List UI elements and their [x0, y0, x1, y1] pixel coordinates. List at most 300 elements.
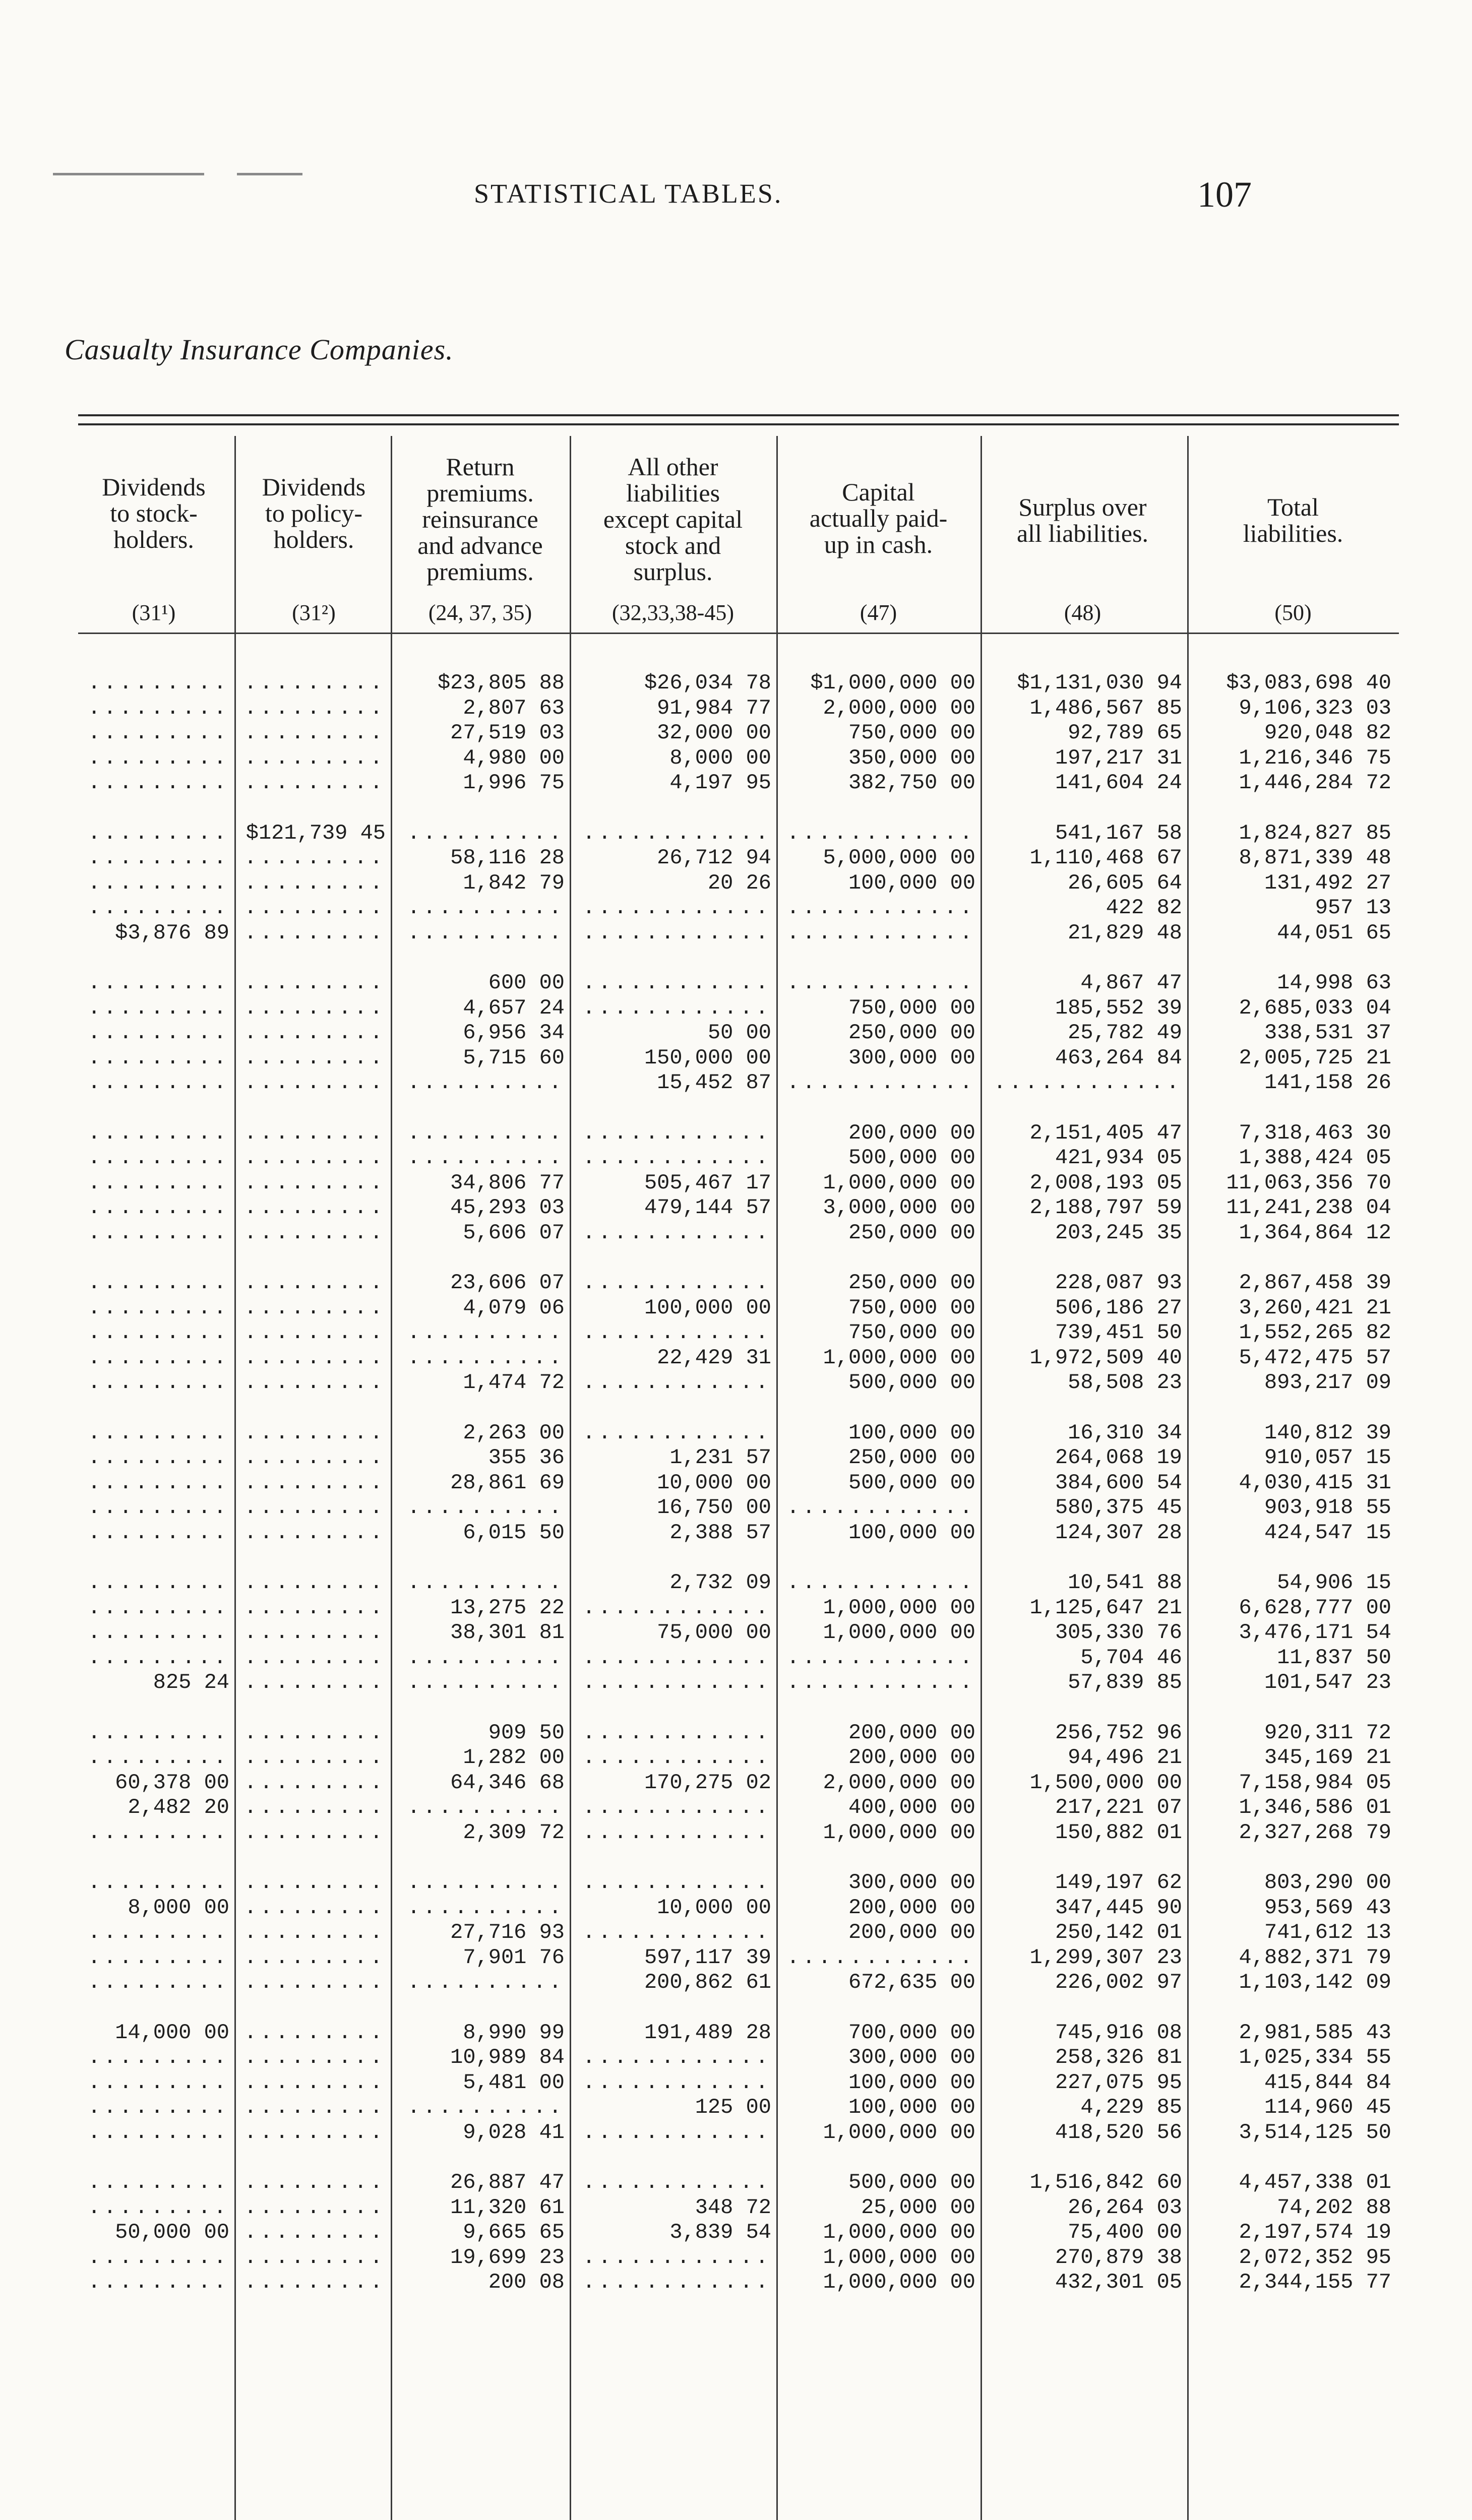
- table-cell: 300,000 00: [848, 1045, 975, 1070]
- leader-dots: .........: [244, 1570, 386, 1595]
- column-header-dividends-stockholders: Dividends to stock- holders.: [102, 473, 206, 553]
- leader-dots: .........: [244, 1720, 386, 1745]
- column-ref: (24, 37, 35): [428, 600, 532, 625]
- page-header: [0, 174, 1472, 219]
- leader-dots: .........: [88, 1620, 229, 1645]
- leader-dots: .........: [244, 1120, 386, 1145]
- table-cell: 382,750 00: [848, 771, 975, 795]
- leader-dots: .........: [88, 1045, 229, 1070]
- table-cell: 500,000 00: [848, 1370, 975, 1395]
- table-row: [0, 1620, 1472, 1645]
- leader-dots: .........: [244, 2220, 386, 2244]
- table-cell: 6,956 34: [463, 1021, 565, 1045]
- table-cell: 1,000,000 00: [823, 1820, 975, 1845]
- table-cell: 597,117 39: [644, 1945, 771, 1970]
- table-cell: 750,000 00: [848, 1320, 975, 1345]
- leader-dots: .........: [244, 1645, 386, 1670]
- table-cell: 580,375 45: [1055, 1495, 1182, 1520]
- leader-dots: ............: [786, 896, 975, 920]
- table-cell: 2,151,405 47: [1029, 1120, 1182, 1145]
- table-cell: 114,960 45: [1264, 2095, 1391, 2119]
- table-cell: 58,116 28: [450, 846, 565, 870]
- table-row: [0, 1045, 1472, 1070]
- table-cell: 415,844 84: [1264, 2070, 1391, 2095]
- table-cell: 2,327,268 79: [1239, 1820, 1391, 1845]
- leader-dots: .........: [244, 1495, 386, 1520]
- table-cell: 739,451 50: [1055, 1320, 1182, 1345]
- leader-dots: ............: [993, 1070, 1182, 1095]
- leader-dots: .........: [88, 771, 229, 795]
- table-cell: $1,131,030 94: [1017, 671, 1182, 695]
- table-cell: 100,000 00: [848, 1420, 975, 1445]
- leader-dots: ..........: [407, 1970, 565, 1994]
- table-row: [0, 2020, 1472, 2045]
- table-cell: 91,984 77: [657, 696, 771, 720]
- leader-dots: .........: [88, 2270, 229, 2294]
- table-cell: 500,000 00: [848, 1146, 975, 1170]
- table-row: [0, 845, 1472, 870]
- table-cell: 3,839 54: [669, 2220, 771, 2244]
- table-cell: 600 00: [488, 971, 565, 995]
- leader-dots: .........: [88, 1320, 229, 1345]
- leader-dots: ............: [582, 1870, 771, 1895]
- table-cell: 2,072,352 95: [1239, 2245, 1391, 2270]
- table-cell: 5,472,475 57: [1239, 1345, 1391, 1370]
- table-cell: 4,657 24: [463, 995, 565, 1020]
- table-cell: 64,346 68: [450, 1770, 565, 1795]
- table-cell: 4,079 06: [463, 1295, 565, 1320]
- table-cell: 9,028 41: [463, 2120, 565, 2145]
- table-cell: 227,075 95: [1055, 2070, 1182, 2095]
- leader-dots: .........: [244, 1320, 386, 1345]
- table-cell: 124,307 28: [1055, 1520, 1182, 1545]
- table-row: [0, 2270, 1472, 2295]
- leader-dots: ..........: [407, 1146, 565, 1170]
- table-row: [0, 870, 1472, 896]
- leader-dots: .........: [88, 1920, 229, 1944]
- table-cell: 4,197 95: [669, 771, 771, 795]
- table-cell: 903,918 55: [1264, 1495, 1391, 1520]
- table-cell: 149,197 62: [1055, 1870, 1182, 1895]
- table-row: [0, 745, 1472, 771]
- table-cell: 350,000 00: [848, 745, 975, 770]
- table-cell: 14,998 63: [1277, 971, 1391, 995]
- table-cell: 2,732 09: [669, 1570, 771, 1595]
- table-row: [0, 1420, 1472, 1445]
- table-top-rule: [78, 423, 1399, 425]
- table-cell: 45,293 03: [450, 1195, 565, 1220]
- leader-dots: ..........: [407, 1570, 565, 1595]
- leader-dots: .........: [88, 1445, 229, 1470]
- leader-dots: ............: [582, 1795, 771, 1819]
- leader-dots: .........: [244, 1895, 386, 1920]
- table-row: [0, 1070, 1472, 1095]
- leader-dots: .........: [244, 1870, 386, 1895]
- table-cell: 1,516,842 60: [1029, 2170, 1182, 2194]
- table-cell: 300,000 00: [848, 1870, 975, 1895]
- table-cell: 1,000,000 00: [823, 2120, 975, 2145]
- table-cell: 11,063,356 70: [1226, 1170, 1391, 1195]
- table-cell: 74,202 88: [1277, 2195, 1391, 2220]
- table-cell: 22,429 31: [657, 1345, 771, 1370]
- leader-dots: ............: [582, 2045, 771, 2069]
- leader-dots: .........: [244, 870, 386, 895]
- table-cell: 200,862 61: [644, 1970, 771, 1994]
- table-top-rule: [78, 414, 1399, 416]
- table-cell: 1,486,567 85: [1029, 696, 1182, 720]
- table-cell: 2,344,155 77: [1239, 2270, 1391, 2294]
- leader-dots: .........: [88, 2045, 229, 2069]
- leader-dots: .........: [88, 671, 229, 695]
- table-cell: 953,569 43: [1264, 1895, 1391, 1920]
- table-cell: 1,000,000 00: [823, 1170, 975, 1195]
- leader-dots: .........: [244, 1370, 386, 1395]
- table-row: [0, 1345, 1472, 1370]
- table-cell: 1,446,284 72: [1239, 771, 1391, 795]
- table-caption: Casualty Insurance Companies.: [65, 333, 454, 366]
- table-cell: 479,144 57: [644, 1195, 771, 1220]
- table-cell: 264,068 19: [1055, 1445, 1182, 1470]
- leader-dots: .........: [88, 1120, 229, 1145]
- table-cell: 21,829 48: [1068, 920, 1182, 945]
- table-row: [0, 1820, 1472, 1845]
- leader-dots: ............: [786, 1495, 975, 1520]
- leader-dots: .........: [244, 1045, 386, 1070]
- leader-dots: ............: [582, 2070, 771, 2095]
- table-cell: 50,000 00: [115, 2220, 229, 2244]
- table-cell: 1,000,000 00: [823, 1620, 975, 1645]
- table-row: [0, 1720, 1472, 1745]
- table-row: [0, 1870, 1472, 1895]
- table-cell: 1,125,647 21: [1029, 1595, 1182, 1620]
- table-cell: 5,704 46: [1080, 1645, 1182, 1670]
- leader-dots: .........: [244, 2070, 386, 2095]
- table-cell: 6,628,777 00: [1239, 1595, 1391, 1620]
- table-cell: 745,916 08: [1055, 2020, 1182, 2045]
- leader-dots: ............: [786, 971, 975, 995]
- table-cell: 1,500,000 00: [1029, 1770, 1182, 1795]
- table-cell: 8,871,339 48: [1239, 846, 1391, 870]
- table-row: [0, 1795, 1472, 1820]
- leader-dots: ............: [582, 1146, 771, 1170]
- table-cell: 200,000 00: [848, 1720, 975, 1745]
- leader-dots: ............: [582, 1220, 771, 1245]
- table-cell: 5,000,000 00: [823, 846, 975, 870]
- table-cell: 26,887 47: [450, 2170, 565, 2194]
- table-cell: 1,282 00: [463, 1745, 565, 1770]
- leader-dots: .........: [244, 846, 386, 870]
- table-cell: 1,110,468 67: [1029, 846, 1182, 870]
- table-cell: 300,000 00: [848, 2045, 975, 2069]
- table-cell: 1,388,424 05: [1239, 1146, 1391, 1170]
- table-row: [0, 1470, 1472, 1495]
- table-row: [0, 2045, 1472, 2070]
- leader-dots: .........: [88, 1720, 229, 1745]
- table-cell: 432,301 05: [1055, 2270, 1182, 2294]
- leader-dots: ............: [582, 2245, 771, 2270]
- leader-dots: ............: [582, 1720, 771, 1745]
- table-row: [0, 1195, 1472, 1220]
- leader-dots: .........: [244, 1271, 386, 1295]
- leader-dots: ............: [786, 1945, 975, 1970]
- table-cell: 2,197,574 19: [1239, 2220, 1391, 2244]
- leader-dots: .........: [244, 671, 386, 695]
- table-row: [0, 1295, 1472, 1320]
- leader-dots: .........: [244, 1795, 386, 1819]
- table-row: [0, 2095, 1472, 2120]
- table-cell: 2,000,000 00: [823, 696, 975, 720]
- table-cell: 2,263 00: [463, 1420, 565, 1445]
- leader-dots: ............: [582, 920, 771, 945]
- table-cell: 7,901 76: [463, 1945, 565, 1970]
- table-cell: 25,782 49: [1068, 1021, 1182, 1045]
- column-header-surplus: Surplus over all liabilities.: [1016, 493, 1149, 547]
- leader-dots: ............: [582, 2170, 771, 2194]
- leader-dots: ............: [582, 1820, 771, 1845]
- table-cell: 101,547 23: [1264, 1670, 1391, 1694]
- table-cell: $26,034 78: [644, 671, 771, 695]
- leader-dots: ............: [786, 1670, 975, 1694]
- column-header-capital: Capital actually paid- up in cash.: [809, 478, 948, 558]
- table-cell: 4,882,371 79: [1239, 1945, 1391, 1970]
- leader-dots: .........: [88, 1645, 229, 1670]
- table-cell: 11,241,238 04: [1226, 1195, 1391, 1220]
- table-cell: 1,972,509 40: [1029, 1345, 1182, 1370]
- leader-dots: .........: [244, 2020, 386, 2045]
- table-cell: 506,186 27: [1055, 1295, 1182, 1320]
- leader-dots: ............: [582, 821, 771, 845]
- table-cell: 400,000 00: [848, 1795, 975, 1819]
- table-cell: 803,290 00: [1264, 1870, 1391, 1895]
- leader-dots: ............: [582, 1320, 771, 1345]
- leader-dots: ............: [582, 971, 771, 995]
- table-cell: $121,739 45: [246, 821, 386, 845]
- table-cell: 250,000 00: [848, 1021, 975, 1045]
- table-cell: 2,807 63: [463, 696, 565, 720]
- table-cell: 422 82: [1106, 896, 1182, 920]
- table-cell: 2,005,725 21: [1239, 1045, 1391, 1070]
- table-row: [0, 670, 1472, 696]
- table-row: [0, 1895, 1472, 1920]
- leader-dots: .........: [88, 1021, 229, 1045]
- table-cell: 141,158 26: [1264, 1070, 1391, 1095]
- leader-dots: .........: [244, 1470, 386, 1495]
- table-cell: 258,326 81: [1055, 2045, 1182, 2069]
- table-cell: 741,612 13: [1264, 1920, 1391, 1944]
- leader-dots: .........: [88, 696, 229, 720]
- table-cell: 672,635 00: [848, 1970, 975, 1994]
- table-cell: 250,000 00: [848, 1271, 975, 1295]
- leader-dots: ............: [786, 1570, 975, 1595]
- leader-dots: .........: [244, 1295, 386, 1320]
- table-row: [0, 1145, 1472, 1170]
- table-cell: 270,879 38: [1055, 2245, 1182, 2270]
- table-cell: 200,000 00: [848, 1895, 975, 1920]
- table-cell: 500,000 00: [848, 2170, 975, 2194]
- leader-dots: .........: [88, 1470, 229, 1495]
- table-row: [0, 2070, 1472, 2095]
- table-cell: 500,000 00: [848, 1470, 975, 1495]
- leader-dots: .........: [244, 1070, 386, 1095]
- table-cell: 1,474 72: [463, 1370, 565, 1395]
- column-ref: (32,33,38-45): [612, 600, 734, 625]
- table-cell: 750,000 00: [848, 721, 975, 745]
- table-cell: 1,364,864 12: [1239, 1220, 1391, 1245]
- column-header-total-liabilities: Total liabilities.: [1243, 493, 1343, 547]
- table-row: [0, 2245, 1472, 2270]
- table-row: [0, 1970, 1472, 1995]
- table-row: [0, 1945, 1472, 1970]
- table-row: [0, 995, 1472, 1021]
- table-row: [0, 970, 1472, 995]
- table-row: [0, 1595, 1472, 1620]
- leader-dots: .........: [88, 1195, 229, 1220]
- table-cell: 541,167 58: [1055, 821, 1182, 845]
- leader-dots: ..........: [407, 1670, 565, 1694]
- table-cell: 9,665 65: [463, 2220, 565, 2244]
- leader-dots: ............: [582, 995, 771, 1020]
- table-cell: 15,452 87: [657, 1070, 771, 1095]
- table-cell: 2,000,000 00: [823, 1770, 975, 1795]
- table-cell: 3,000,000 00: [823, 1195, 975, 1220]
- table-cell: 3,260,421 21: [1239, 1295, 1391, 1320]
- column-ref: (48): [1064, 600, 1101, 625]
- table-cell: 1,000,000 00: [823, 1345, 975, 1370]
- table-cell: 1,025,334 55: [1239, 2045, 1391, 2069]
- table-row: [0, 1670, 1472, 1695]
- leader-dots: .........: [88, 1146, 229, 1170]
- leader-dots: .........: [88, 2195, 229, 2220]
- header-separator: [78, 633, 1399, 634]
- table-row: [0, 1320, 1472, 1345]
- scan-mark: [53, 173, 204, 175]
- leader-dots: .........: [88, 745, 229, 770]
- table-cell: 50 00: [707, 1021, 771, 1045]
- table-cell: 1,824,827 85: [1239, 821, 1391, 845]
- leader-dots: ..........: [407, 1070, 565, 1095]
- table-cell: 3,476,171 54: [1239, 1620, 1391, 1645]
- table-row: [0, 1570, 1472, 1595]
- leader-dots: .........: [88, 870, 229, 895]
- table-row: [0, 1170, 1472, 1195]
- table-cell: 75,000 00: [657, 1620, 771, 1645]
- table-cell: 2,482 20: [128, 1795, 229, 1819]
- table-cell: 1,000,000 00: [823, 2245, 975, 2270]
- table-cell: 1,996 75: [463, 771, 565, 795]
- table-cell: 28,861 69: [450, 1470, 565, 1495]
- table-cell: 920,048 82: [1264, 721, 1391, 745]
- leader-dots: ..........: [407, 1320, 565, 1345]
- table-cell: 100,000 00: [644, 1295, 771, 1320]
- table-cell: 2,981,585 43: [1239, 2020, 1391, 2045]
- leader-dots: .........: [244, 971, 386, 995]
- table-cell: 10,000 00: [657, 1470, 771, 1495]
- leader-dots: .........: [88, 2095, 229, 2119]
- table-cell: 23,606 07: [450, 1271, 565, 1295]
- leader-dots: .........: [244, 896, 386, 920]
- table-row: [0, 2195, 1472, 2220]
- table-cell: 1,552,265 82: [1239, 1320, 1391, 1345]
- leader-dots: .........: [88, 2120, 229, 2145]
- table-cell: 200,000 00: [848, 1745, 975, 1770]
- leader-dots: .........: [88, 1570, 229, 1595]
- leader-dots: .........: [88, 821, 229, 845]
- table-cell: 44,051 65: [1277, 920, 1391, 945]
- table-cell: 4,229 85: [1080, 2095, 1182, 2119]
- table-cell: 2,685,033 04: [1239, 995, 1391, 1020]
- leader-dots: .........: [244, 1021, 386, 1045]
- leader-dots: .........: [88, 1970, 229, 1994]
- table-row: [0, 920, 1472, 946]
- table-cell: 34,806 77: [450, 1170, 565, 1195]
- leader-dots: .........: [244, 1345, 386, 1370]
- table-cell: 348 72: [695, 2195, 771, 2220]
- table-cell: 8,000 00: [669, 745, 771, 770]
- leader-dots: .........: [88, 2170, 229, 2194]
- table-cell: 19,699 23: [450, 2245, 565, 2270]
- leader-dots: .........: [244, 1670, 386, 1694]
- table-cell: 203,245 35: [1055, 1220, 1182, 1245]
- table-cell: 418,520 56: [1055, 2120, 1182, 2145]
- table-cell: 250,000 00: [848, 1445, 975, 1470]
- table-cell: 750,000 00: [848, 995, 975, 1020]
- column-ref: (31²): [292, 600, 336, 625]
- table-cell: 38,301 81: [450, 1620, 565, 1645]
- table-cell: 1,103,142 09: [1239, 1970, 1391, 1994]
- table-cell: 345,169 21: [1264, 1745, 1391, 1770]
- leader-dots: ..........: [407, 2095, 565, 2119]
- leader-dots: ............: [786, 821, 975, 845]
- leader-dots: .........: [88, 1370, 229, 1395]
- table-cell: 5,715 60: [463, 1045, 565, 1070]
- leader-dots: ..........: [407, 1120, 565, 1145]
- table-cell: 185,552 39: [1055, 995, 1182, 1020]
- leader-dots: ..........: [407, 920, 565, 945]
- leader-dots: .........: [244, 745, 386, 770]
- table-cell: 228,087 93: [1055, 1271, 1182, 1295]
- table-cell: 20 26: [707, 870, 771, 895]
- running-title: STATISTICAL TABLES.: [474, 178, 783, 209]
- table-cell: 421,934 05: [1055, 1146, 1182, 1170]
- table-cell: $3,083,698 40: [1226, 671, 1391, 695]
- table-cell: 26,712 94: [657, 846, 771, 870]
- leader-dots: ..........: [407, 1345, 565, 1370]
- leader-dots: .........: [88, 1170, 229, 1195]
- leader-dots: .........: [244, 1220, 386, 1245]
- table-cell: 8,000 00: [128, 1895, 229, 1920]
- table-cell: 1,000,000 00: [823, 1595, 975, 1620]
- table-cell: 355 36: [488, 1445, 565, 1470]
- table-cell: 32,000 00: [657, 721, 771, 745]
- table-cell: 25,000 00: [861, 2195, 975, 2220]
- leader-dots: .........: [244, 721, 386, 745]
- leader-dots: .........: [88, 1495, 229, 1520]
- leader-dots: ............: [582, 1370, 771, 1395]
- table-cell: 131,492 27: [1264, 870, 1391, 895]
- table-cell: 54,906 15: [1277, 1570, 1391, 1595]
- table-row: [0, 1220, 1472, 1245]
- leader-dots: .........: [244, 771, 386, 795]
- leader-dots: .........: [88, 1945, 229, 1970]
- table-cell: 58,508 23: [1068, 1370, 1182, 1395]
- leader-dots: .........: [244, 2170, 386, 2194]
- table-row: [0, 2220, 1472, 2245]
- table-cell: 6,015 50: [463, 1520, 565, 1545]
- table-cell: 1,000,000 00: [823, 2220, 975, 2244]
- leader-dots: .........: [244, 1445, 386, 1470]
- table-cell: 2,867,458 39: [1239, 1271, 1391, 1295]
- column-header-other-liabilities: All other liabilities except capital stock and surplus.: [603, 453, 743, 586]
